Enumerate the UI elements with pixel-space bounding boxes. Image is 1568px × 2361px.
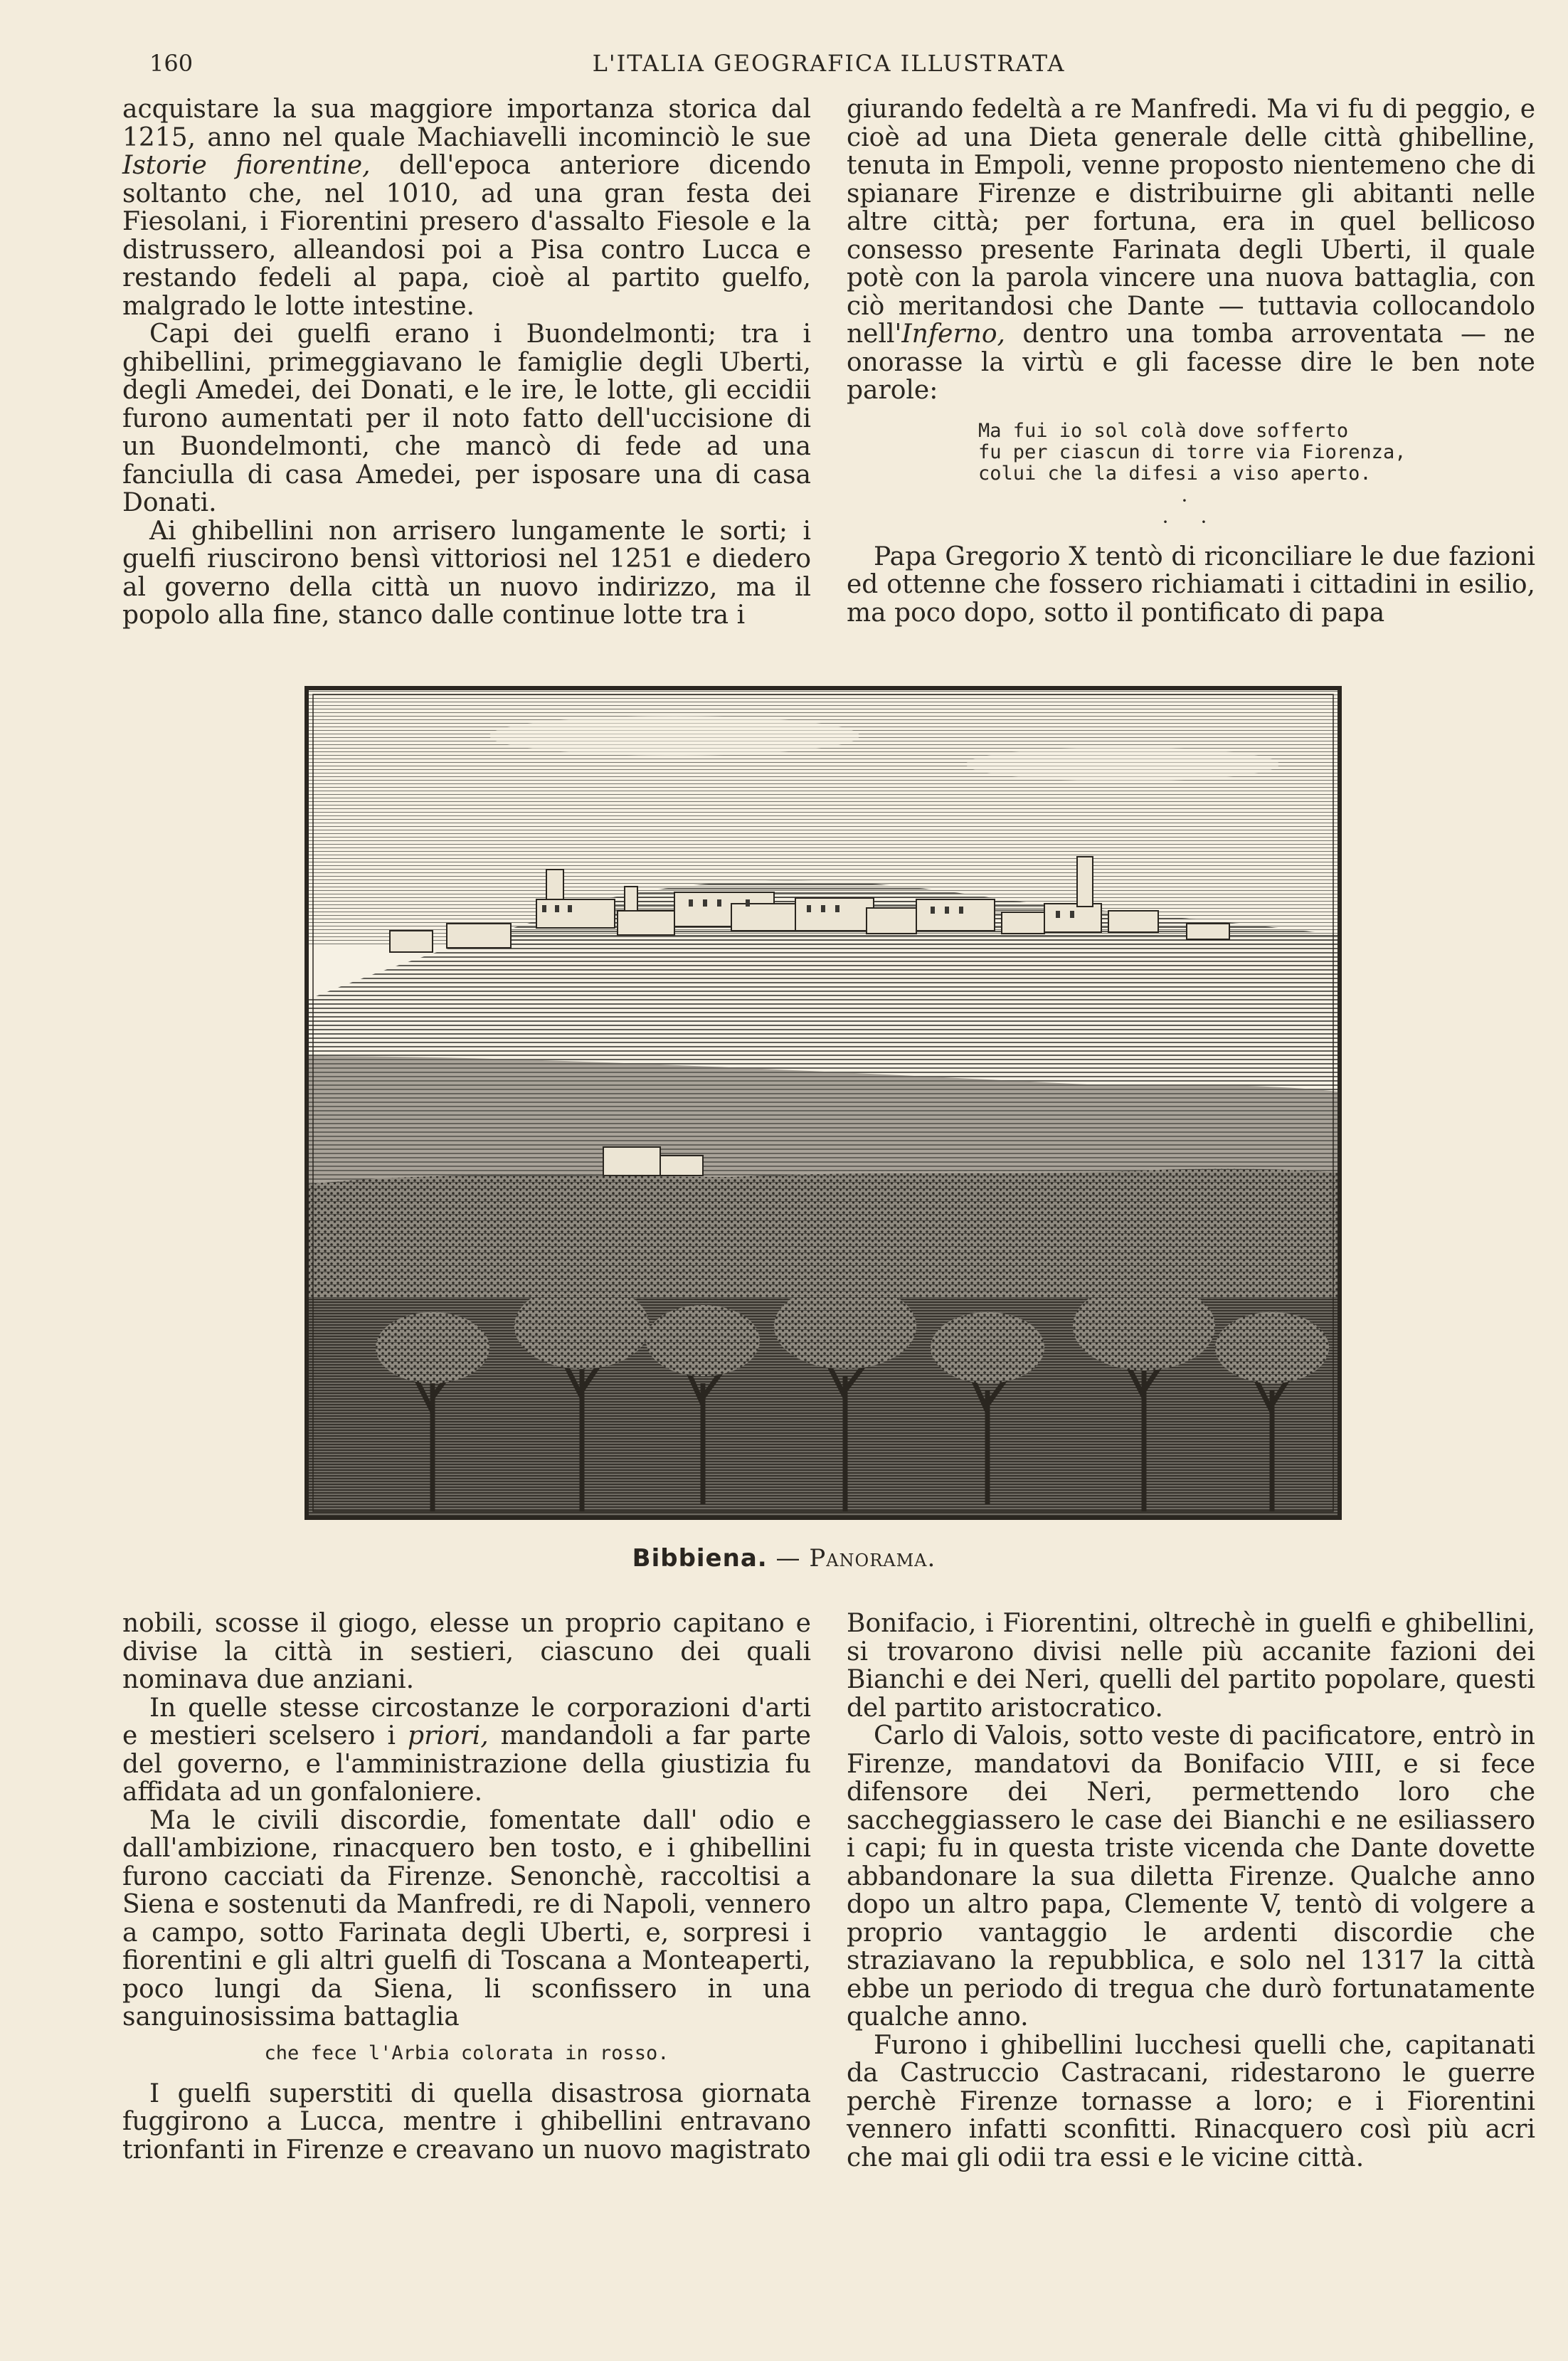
column-top-right <box>847 95 1535 627</box>
engraving-illustration <box>304 686 1342 1520</box>
engraving-bibbiena-panorama <box>304 686 1342 1520</box>
verse-line: Ma fui io sol colà dove sofferto <box>978 419 1349 442</box>
verse-line: fu per ciascun di torre via Fiorenza, <box>978 440 1407 463</box>
verse-quotation <box>978 421 1535 485</box>
paragraph: I guelfi superstiti di quella disastrosa giornata fuggirono a Lucca, mentre i ghibellini entravano trionfanti in Firenze e creavano un nuovo magistrato <box>122 2079 811 2165</box>
running-header <box>121 50 1537 85</box>
paragraph: Carlo di Valois, sotto veste di pacificatore, entrò in Firenze, mandatovi da Bonifacio VIII, e si fece difensore dei Neri, permettendo loro che saccheggiassero le case dei Bianchi e ne esiliassero i capi; fu in questa triste vicenda che Dante dovette abbandonare la sua diletta Firenze. Qualche anno dopo un altro papa, Clemente V, tentò di volgere a proprio vantaggio le ardenti discordie che straziavano la repubblica, e solo nel 1317 la città ebbe un periodo di tregua che durò fortunatamente qualche anno. <box>847 1721 1535 2032</box>
paragraph: Ma le civili discordie, fomentate dall' odio e dall'ambizione, rinacquero ben tosto, e i ghibellini furono cacciati da Firenze. Senonchè, raccoltisi a Siena e sostenuti da Manfredi, re di Napoli, vennero a campo, sotto Farinata degli Uberti, e, sorpresi i fiorentini e gli altri guelfi di Toscana a Monteaperti, poco lungi da Siena, li sconfissero in una sanguinosissima battaglia <box>122 1805 811 2032</box>
paragraph: In quelle stesse circostanze le corporazioni d'arti e mestieri scelsero i priori, mandandoli a far parte del governo, e l'amministrazione della giustizia fu affidata ad un gonfaloniere. <box>122 1693 811 1807</box>
paragraph: Ai ghibellini non arrisero lungamente le sorti; i guelfi riuscirono bensì vittoriosi nel 1251 e diedero al governo della città un nuovo indirizzo, ma il popolo alla fine, stanco dalle continue lotte tra i <box>122 516 811 630</box>
paragraph: Capi dei guelfi erano i Buondelmonti; tra i ghibellini, primeggiavano le famiglie degli Uberti, degli Amedei, dei Donati, e le ire, le lotte, gli eccidii furono aumentati per il noto fatto dell'uccisione di un Buondelmonti, che mancò di fede ad una fanciulla di casa Amedei, per isposare una di casa Donati. <box>122 319 811 517</box>
running-title: L'ITALIA GEOGRAFICA ILLUSTRATA <box>592 50 1066 77</box>
paragraph: Bonifacio, i Fiorentini, oltrechè in guelfi e ghibellini, si trovarono divisi nelle più accanite fazioni dei Bianchi e dei Neri, quelli del partito popolare, questi del partito aristocratico. <box>847 1609 1535 1723</box>
column-top-left <box>122 95 811 630</box>
emphasis: priori, <box>408 1721 489 1750</box>
figure-caption <box>0 1544 1568 1573</box>
column-bottom-left <box>122 1610 811 2164</box>
verse-quotation: che fece l'Arbia colorata in rosso. <box>264 2042 669 2064</box>
column-bottom-right <box>847 1610 1535 2172</box>
book-title: Inferno, <box>901 319 1005 349</box>
caption-subtitle: Panorama. <box>809 1544 936 1573</box>
paragraph: giurando fedeltà a re Manfredi. Ma vi fu di peggio, e cioè ad una Dieta generale delle città ghibelline, tenuta in Empoli, venne proposto nientemeno che di spianare Firenze e distribuirne gli abitanti nelle altre città; per fortuna, era in quel bellicoso consesso presente Farinata degli Uberti, il quale potè con la parola vincere una nuova battaglia, con ciò meritandosi che Dante — tuttavia collocandolo nell'Inferno, dentro una tomba arroventata — ne onorasse la virtù e gli facesse dire le ben note parole: <box>847 95 1535 405</box>
paragraph: nobili, scosse il giogo, elesse un proprio capitano e divise la città in sestieri, ciascuno dei quali nominava due anziani. <box>122 1609 811 1694</box>
caption-place: Bibbiena. <box>632 1544 768 1573</box>
book-title: Istorie fiorentine, <box>122 151 371 180</box>
verse-line: colui che la difesi a viso aperto. <box>978 462 1372 485</box>
page-number: 160 <box>149 50 194 77</box>
paragraph: acquistare la sua maggiore importanza storica dal 1215, anno nel quale Machiavelli incominciò le sue Istorie fiorentine, dell'epoca anteriore dicendo soltanto che, nel 1010, ad una gran festa dei Fiesolani, i Fiorentini presero d'assalto Fiesole e la distrussero, alleandosi poi a Pisa contro Lucca e restando fedeli al papa, cioè al partito guelfo, malgrado le lotte intestine. <box>122 95 811 321</box>
caption-separator: — <box>767 1544 810 1573</box>
paragraph: Furono i ghibellini lucchesi quelli che, capitanati da Castruccio Castracani, ridestarono le guerre perchè Firenze tornasse a loro; e i Fiorentini vennero infatti sconfitti. Rinacquero così più acri che mai gli odii tra essi e le vicine città. <box>847 2030 1535 2172</box>
paragraph: Papa Gregorio X tentò di riconciliare le due fazioni ed ottenne che fossero richiamati i cittadini in esilio, ma poco dopo, sotto il pontificato di papa <box>847 542 1535 628</box>
section-dots: · · · <box>1162 488 1220 534</box>
